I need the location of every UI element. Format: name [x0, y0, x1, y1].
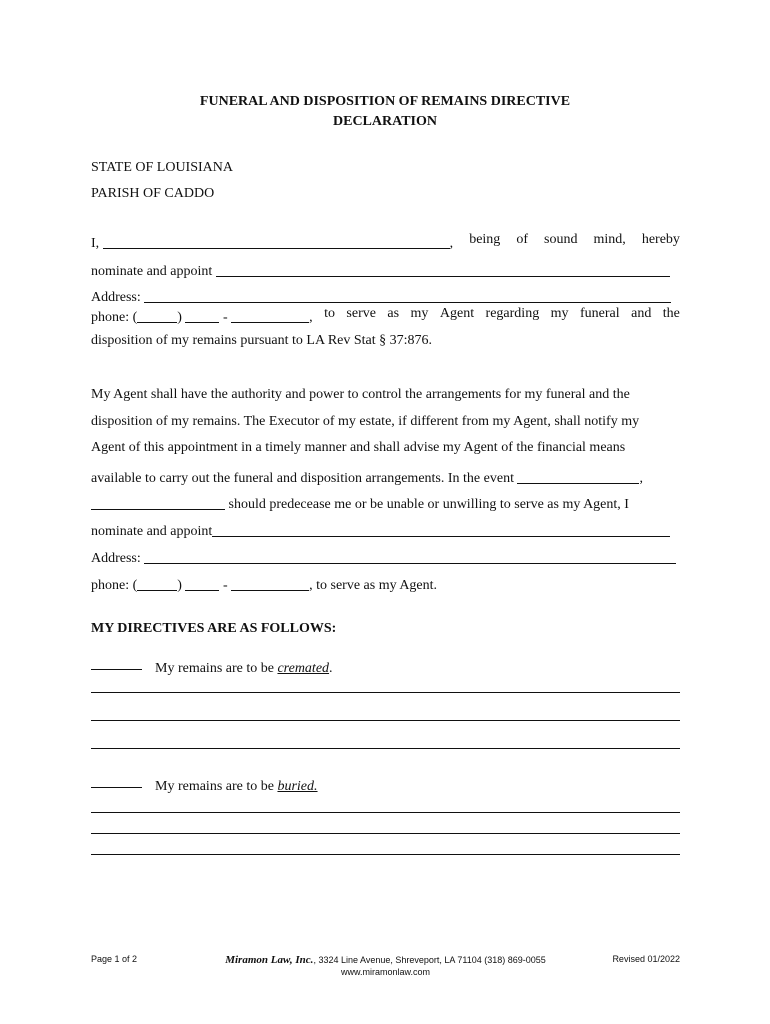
- authority-line-3: Agent of this appointment in a timely manner and shall advise my Agent of the financial means: [91, 440, 626, 455]
- agent-address-line: Address:: [91, 286, 680, 306]
- authority-line-4: available to carry out the funeral and disposition arrangements. In the event ,: [91, 471, 643, 486]
- buried-notes-line-2[interactable]: [91, 833, 680, 834]
- document-title-line-2: DECLARATION: [333, 114, 437, 129]
- agent-phone-prefix[interactable]: [185, 308, 219, 323]
- cremated-notes-line-3[interactable]: [91, 748, 680, 749]
- buried-notes-line-1[interactable]: [91, 812, 680, 813]
- cremated-directive: My remains are to be cremated.: [91, 659, 680, 677]
- page-number: Page 1 of 2: [91, 954, 138, 964]
- buried-directive: My remains are to be buried.: [91, 777, 680, 795]
- alternate-agent-name-field[interactable]: [212, 522, 670, 537]
- alternate-phone-area-code[interactable]: [137, 576, 177, 591]
- event-agent-name-field[interactable]: [517, 469, 639, 484]
- firm-website[interactable]: www.miramonlaw.com: [340, 967, 431, 977]
- alternate-address-line: Address:: [91, 547, 680, 567]
- revision-date: Revised 01/2022: [612, 954, 680, 964]
- agent-address-field[interactable]: [144, 288, 671, 303]
- agent-name-field[interactable]: [216, 262, 670, 277]
- cremated-notes-line-1[interactable]: [91, 692, 680, 693]
- firm-logo: Miramon Law, Inc.: [225, 954, 314, 966]
- alternate-phone-line: phone: ( ) - , to serve as my Agent.: [91, 578, 438, 593]
- state-label: STATE OF LOUISIANA: [91, 160, 233, 175]
- agent-nominate-line: nominate and appoint: [91, 260, 680, 280]
- authority-line-1: My Agent shall have the authority and power to control the arrangements for my funeral and the: [91, 387, 630, 402]
- agent-phone-line: phone: ( ) - , to serve as my Agent regarding my funeral and the: [91, 306, 680, 325]
- predecease-agent-field[interactable]: [91, 495, 225, 510]
- disposition-statute-line: disposition of my remains pursuant to LA Rev Stat § 37:876.: [91, 333, 433, 348]
- directives-heading: MY DIRECTIVES ARE AS FOLLOWS:: [91, 621, 337, 636]
- document-title-line-1: FUNERAL AND DISPOSITION OF REMAINS DIRECTIVE: [199, 94, 571, 109]
- declarant-line: I, , being of sound mind, hereby: [91, 232, 680, 251]
- declarant-name-field[interactable]: [103, 234, 450, 249]
- cremated-notes-line-2[interactable]: [91, 720, 680, 721]
- agent-phone-number[interactable]: [231, 308, 309, 323]
- cremated-initials-field[interactable]: [91, 657, 142, 670]
- buried-notes-line-3[interactable]: [91, 854, 680, 855]
- alternate-phone-number[interactable]: [231, 576, 309, 591]
- authority-line-2: disposition of my remains. The Executor of my estate, if different from my Agent, shall notify my: [91, 414, 640, 429]
- footer-firm-info: [91, 954, 680, 978]
- declarant-prefix: I, ,: [91, 236, 454, 251]
- agent-phone-area-code[interactable]: [137, 308, 177, 323]
- authority-line-5: should predecease me or be unable or unwilling to serve as my Agent, I: [91, 493, 680, 513]
- page-footer: [91, 954, 680, 984]
- agent-phone-group: phone: ( ) - ,: [91, 310, 313, 325]
- alternate-nominate-line: nominate and appoint: [91, 520, 680, 540]
- alternate-phone-prefix[interactable]: [185, 576, 219, 591]
- firm-address: , 3324 Line Avenue, Shreveport, LA 71104 (318) 869-0055: [313, 955, 546, 965]
- buried-initials-field[interactable]: [91, 775, 142, 788]
- alternate-address-field[interactable]: [144, 549, 676, 564]
- parish-label: PARISH OF CADDO: [91, 186, 215, 201]
